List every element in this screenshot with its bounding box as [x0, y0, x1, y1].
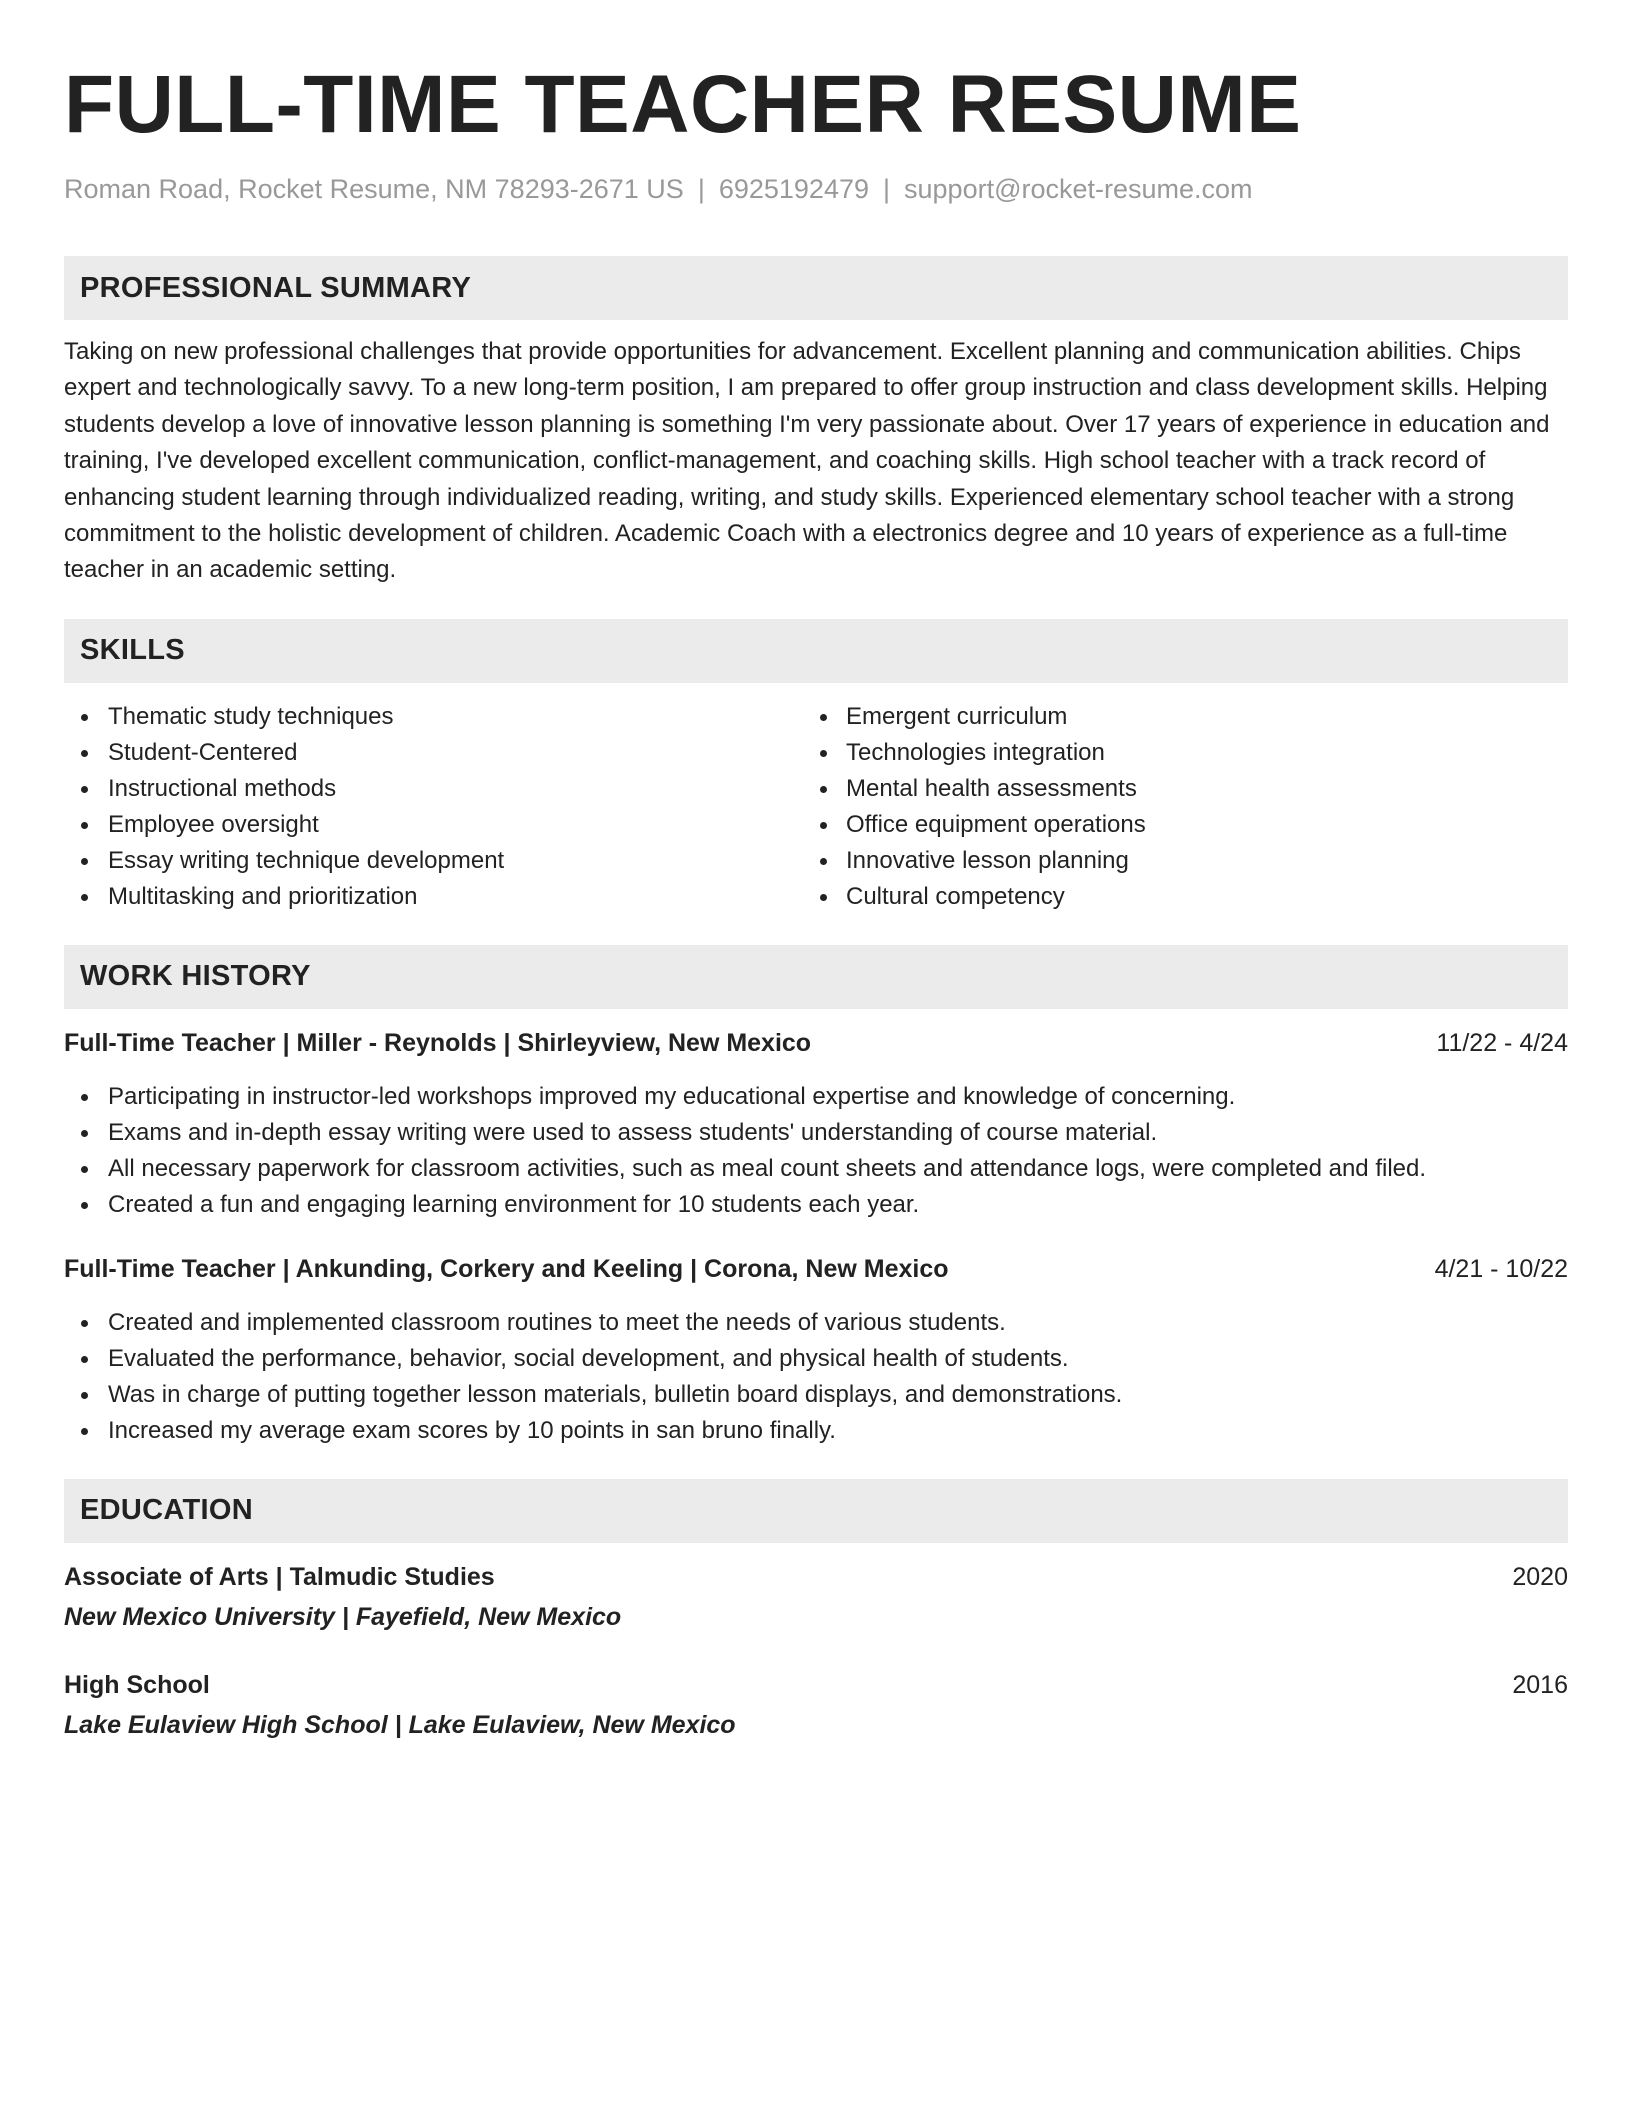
skill-item: Cultural competency [816, 879, 1568, 915]
skills-column-right [816, 699, 1568, 915]
contact-separator: | [883, 174, 891, 204]
education-school: Lake Eulaview High School | Lake Eulaview, New Mexico [64, 1710, 736, 1739]
job-title: Full-Time Teacher | Ankunding, Corkery and Keeling | Corona, New Mexico [64, 1254, 949, 1283]
contact-separator: | [697, 174, 705, 204]
education-entry [64, 1667, 1568, 1743]
resume-title: FULL-TIME TEACHER RESUME [64, 59, 1302, 150]
education-header [64, 1559, 1568, 1595]
skill-item: Employee oversight [64, 807, 816, 843]
skill-item: Student-Centered [64, 735, 816, 771]
job-entry [64, 1251, 1568, 1449]
work-section-header: WORK HISTORY [64, 945, 1568, 1009]
education-section-header: EDUCATION [64, 1479, 1568, 1543]
contact-line [64, 172, 1568, 206]
education-degree: High School [64, 1670, 210, 1699]
job-bullet: Evaluated the performance, behavior, social development, and physical health of students. [64, 1341, 1568, 1377]
education-school: New Mexico University | Fayefield, New Mexico [64, 1602, 622, 1631]
education-degree: Associate of Arts | Talmudic Studies [64, 1562, 495, 1591]
skills-list [64, 699, 1568, 915]
skill-item: Essay writing technique development [64, 843, 816, 879]
summary-section-header: PROFESSIONAL SUMMARY [64, 256, 1568, 320]
job-bullet: Exams and in-depth essay writing were used to assess students' understanding of course material. [64, 1115, 1568, 1151]
job-bullet: Was in charge of putting together lesson materials, bulletin board displays, and demonstrations. [64, 1377, 1568, 1413]
job-dates: 4/21 - 10/22 [1434, 1254, 1568, 1283]
job-bullet: Created a fun and engaging learning environment for 10 students each year. [64, 1187, 1568, 1223]
skill-item: Thematic study techniques [64, 699, 816, 735]
skill-item: Innovative lesson planning [816, 843, 1568, 879]
job-header [64, 1025, 1568, 1061]
job-bullet: Participating in instructor-led workshops improved my educational expertise and knowledge of concerning. [64, 1079, 1568, 1115]
skill-item: Mental health assessments [816, 771, 1568, 807]
education-year: 2020 [1512, 1562, 1568, 1591]
skills-section-header: SKILLS [64, 619, 1568, 683]
contact-address: Roman Road, Rocket Resume, NM 78293-2671 US [64, 174, 684, 204]
job-bullets [64, 1305, 1568, 1449]
skill-item: Instructional methods [64, 771, 816, 807]
skill-item: Emergent curriculum [816, 699, 1568, 735]
job-header [64, 1251, 1568, 1287]
job-title: Full-Time Teacher | Miller - Reynolds | Shirleyview, New Mexico [64, 1028, 812, 1057]
contact-phone: 6925192479 [718, 174, 869, 204]
contact-email: support@rocket-resume.com [904, 174, 1253, 204]
job-dates: 11/22 - 4/24 [1436, 1028, 1568, 1057]
education-header [64, 1667, 1568, 1703]
skill-item: Technologies integration [816, 735, 1568, 771]
skills-column-left [64, 699, 816, 915]
job-bullets [64, 1079, 1568, 1223]
skill-item: Office equipment operations [816, 807, 1568, 843]
education-year: 2016 [1512, 1670, 1568, 1699]
job-entry [64, 1025, 1568, 1223]
job-bullet: Increased my average exam scores by 10 points in san bruno finally. [64, 1413, 1568, 1449]
job-bullet: All necessary paperwork for classroom activities, such as meal count sheets and attendance logs, were completed and filed. [64, 1151, 1568, 1187]
skill-item: Multitasking and prioritization [64, 879, 816, 915]
summary-text: Taking on new professional challenges that provide opportunities for advancement. Excellent planning and communication abilities. Chips expert and technologically savvy. To a new long-term position, I am prepared to offer group instruction and class development skills. Helping students develop a love of innovative lesson planning is something I'm very passionate about. Over 17 years of experience in education and training, I've developed excellent communication, conflict-management, and coaching skills. High school teacher with a track record of enhancing student learning through individualized reading, writing, and study skills. Experienced elementary school teacher with a strong commitment to the holistic development of children. Academic Coach with a electronics degree and 10 years of experience as a full-time teacher in an academic setting. [64, 338, 1550, 584]
education-entry [64, 1559, 1568, 1635]
job-bullet: Created and implemented classroom routines to meet the needs of various students. [64, 1305, 1568, 1341]
